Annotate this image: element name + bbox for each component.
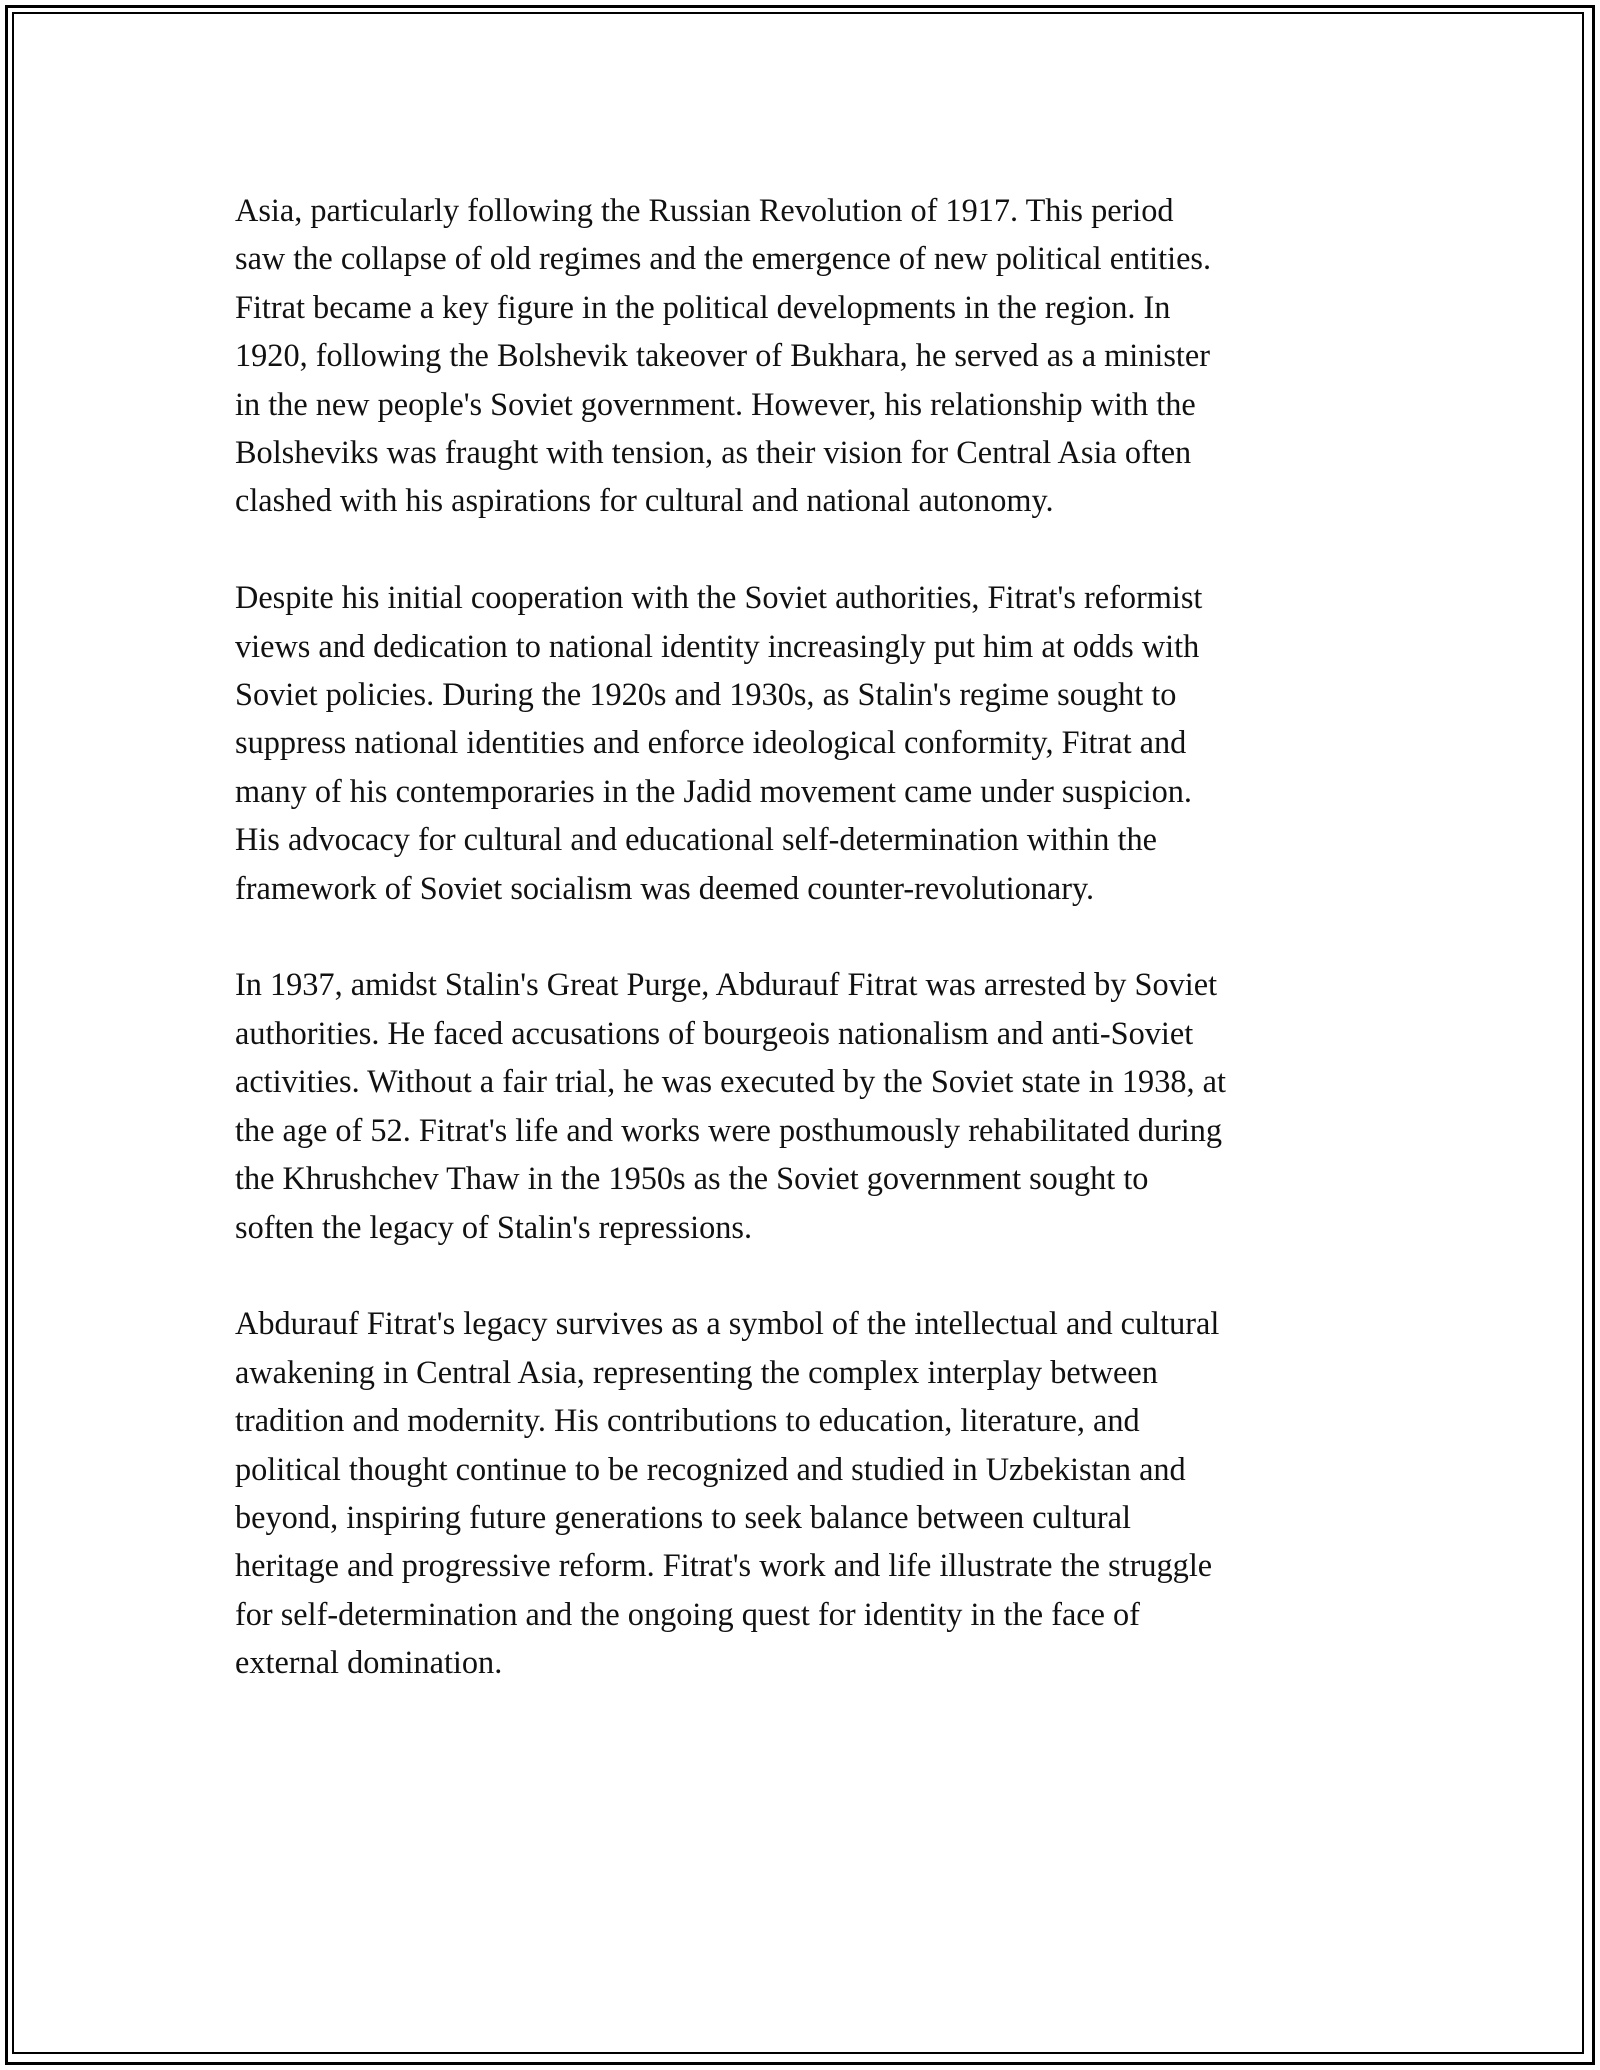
document-body bbox=[235, 186, 1390, 1735]
paragraph-soviet-policies: Despite his initial cooperation with the Soviet authorities, Fitrat's reformist views and dedication to national identity increasingly put him at odds with Soviet policies. During the 1920s and 1930s, as Stalin's regime sought to suppress national identities and enforce ideological conformity, Fitrat and many of his contemporaries in the Jadid movement came under suspicion. His advocacy for cultural and educational self-determination within the framework of Soviet socialism was deemed counter-revolutionary. bbox=[235, 579, 1203, 906]
paragraph-revolution: Asia, particularly following the Russian Revolution of 1917. This period saw the collapse of old regimes and the emergence of new political entities. Fitrat became a key figure in the political developments in the region. In 1920, following the Bolshevik takeover of Bukhara, he served as a minister in the new people's Soviet government. However, his relationship with the Bolsheviks was fraught with tension, as their vision for Central Asia often clashed with his aspirations for cultural and national autonomy. bbox=[235, 192, 1212, 519]
paragraph-great-purge: In 1937, amidst Stalin's Great Purge, Abdurauf Fitrat was arrested by Soviet authorities. He faced accusations of bourgeois nationalism and anti-Soviet activities. Without a fair trial, he was executed by the Soviet state in 1938, at the age of 52. Fitrat's life and works were posthumously rehabilitated during the Khrushchev Thaw in the 1950s as the Soviet government sought to soften the legacy of Stalin's repressions. bbox=[235, 966, 1226, 1245]
paragraph-legacy: Abdurauf Fitrat's legacy survives as a symbol of the intellectual and cultural awakening in Central Asia, representing the complex interplay between tradition and modernity. His contributions to education, literature, and political thought continue to be recognized and studied in Uzbekistan and beyond, inspiring future generations to seek balance between cultural heritage and progressive reform. Fitrat's work and life illustrate the struggle for self-determination and the ongoing quest for identity in the face of external domination. bbox=[235, 1305, 1220, 1681]
